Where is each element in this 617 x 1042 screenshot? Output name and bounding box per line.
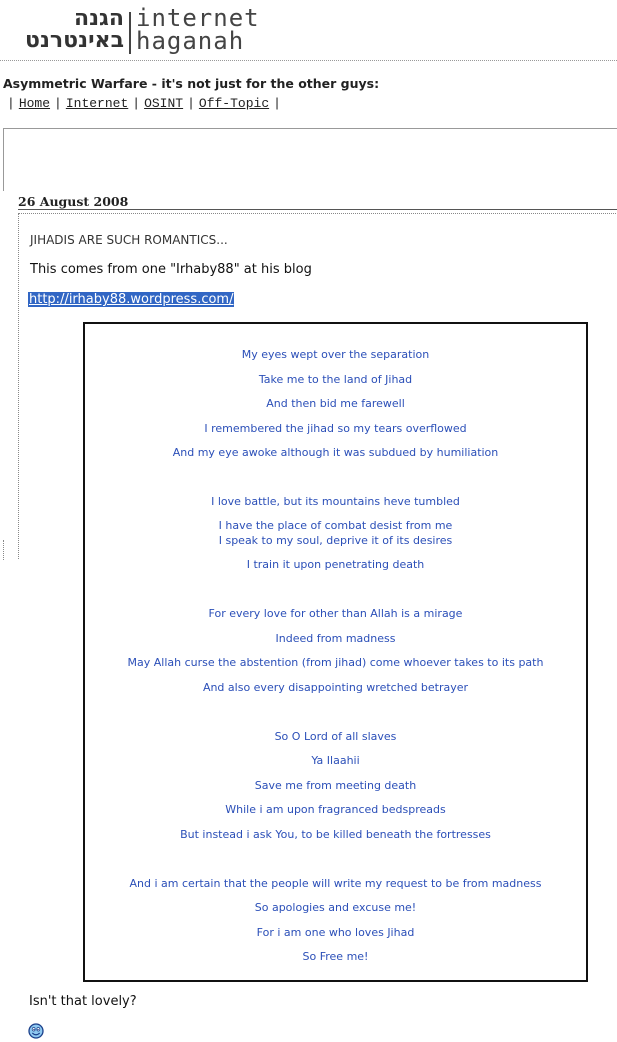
smiley-face-icon [28,1023,44,1039]
logo-english-line2: haganah [136,27,245,55]
logo-hebrew [8,8,124,52]
logo-hebrew-line1: הגנה [73,6,124,31]
content-frame [3,128,617,191]
poem-line: May Allah curse the abstention (from jihad) come whoever takes to its path [127,656,544,669]
poem-line: Indeed from madness [275,632,396,645]
poem-line: And then bid me farewell [266,397,405,410]
nav-separator: | [54,96,62,111]
poem-line: While i am upon fragranced bedspreads [225,803,446,816]
poem-line: Take me to the land of Jihad [258,373,413,386]
poem-line: And also every disappointing wretched betrayer [202,681,469,694]
poem-line: Save me from meeting death [254,779,417,792]
date-dotted-rule [18,213,617,214]
poem-image [83,322,588,982]
post-title: JIHADIS ARE SUCH ROMANTICS... [30,233,228,247]
nav-separator: | [273,96,281,111]
logo-english-line1: internet [136,4,260,32]
post-outro: Isn't that lovely? [29,994,137,1009]
nav-separator: | [7,96,15,111]
poem-line: And my eye awoke although it was subdued by humiliation [172,446,499,459]
poem-line: I speak to my soul, deprive it of its desires [218,534,453,547]
nav-separator: | [132,96,141,111]
nav-item-internet[interactable]: Internet [65,96,129,111]
header-divider [0,60,617,61]
post-intro: This comes from one "Irhaby88" at his blog [30,262,312,277]
poem-line: I train it upon penetrating death [246,558,425,571]
poem-line: For every love for other than Allah is a mirage [208,607,463,620]
post-border-outer [3,540,4,560]
poem-line: So Free me! [302,950,369,963]
logo-english [136,4,260,55]
poem-line: I have the place of combat desist from me [218,519,453,532]
logo-divider [129,12,131,54]
site-tagline: Asymmetric Warfare - it's not just for the other guys: [3,76,380,91]
poem-line: So O Lord of all slaves [274,730,397,743]
post-border [18,214,19,559]
nav-item-off-topic[interactable]: Off-Topic [198,96,270,111]
poem-line: So apologies and excuse me! [254,901,417,914]
nav-item-home[interactable]: Home [18,96,51,111]
poem-line: For i am one who loves Jihad [256,926,415,939]
poem-line: I remembered the jihad so my tears overflowed [204,422,467,435]
post-date: 26 August 2008 [18,194,129,209]
nav-separator: | [187,96,195,111]
logo-hebrew-line2: באינטרנט [25,28,124,53]
poem-line: But instead i ask You, to be killed beneath the fortresses [180,828,491,841]
poem-line: And i am certain that the people will write my request to be from madness [129,877,542,890]
poem-line: My eyes wept over the separation [241,348,430,361]
poem-line: I love battle, but its mountains heve tumbled [211,495,460,508]
poem-line: Ya Ilaahii [311,754,360,767]
nav-item-osint[interactable]: OSINT [144,96,184,111]
date-underline [18,209,617,210]
main-nav [3,96,285,111]
blog-link[interactable]: http://irhaby88.wordpress.com/ [29,292,234,307]
